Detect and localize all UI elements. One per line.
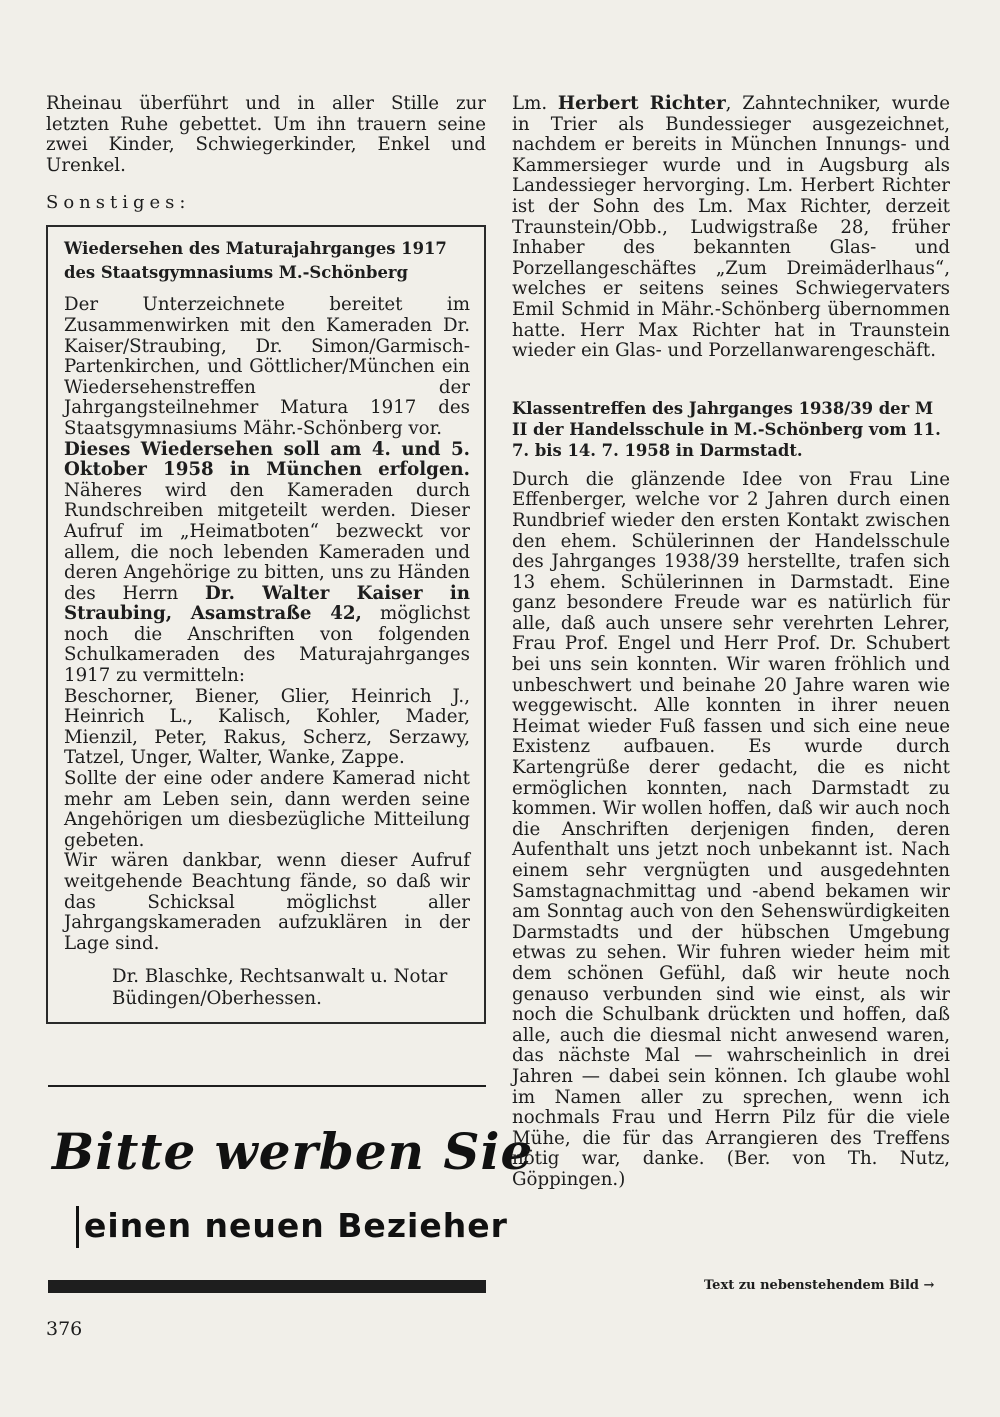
signature-line2: Büdingen/Oberhessen.	[112, 988, 322, 1010]
ad-top-rule	[48, 1085, 486, 1087]
notice-signature	[112, 966, 470, 1010]
notice-title-line2: des Staatsgymnasiums M.-Schönberg	[64, 263, 409, 283]
notice-title-line1: Wiedersehen des Maturajahrganges 1917	[64, 239, 447, 259]
page-number: 376	[46, 1318, 83, 1340]
right-column	[512, 94, 950, 1191]
richter-name-bold: Herbert Richter	[557, 93, 726, 114]
notice-address-bold: Dr. Walter Kaiser in Straubing, Asamstraße 42,	[64, 582, 470, 625]
notice-paragraph-1: Der Unterzeichnete bereitet im Zusammenwirken mit den Kameraden Dr. Kaiser/Straubing, Dr. Simon/Garmisch-Partenkirchen, und Göttlicher/München ein Wiedersehenstreffen der Jahrgangsteilnehmer Matura 1917 des Staatsgymnasiums Mähr.-Schönberg vor.	[64, 294, 470, 439]
notice-paragraph-2-text-b: möglichst noch die Anschriften von folgenden Schulkameraden des Maturajahrganges 1917 zu vermitteln:	[64, 603, 471, 687]
ad-bottom-bar	[48, 1280, 486, 1293]
ad-headline: Bitte werben Sie	[52, 1122, 534, 1181]
class-reunion-paragraph: Durch die glänzende Idee von Frau Line Effenberger, welche vor 2 Jahren durch einen Rundbrief wieder den ersten Kontakt zwischen den ehem. Schülerinnen der Handelsschule des Jahrganges 1938/39 herstellte, trafen sich 13 ehem. Schülerinnen in Darmstadt. Eine ganz besondere Freude war es natürlich für alle, daß auch unsere sehr verehrten Lehrer, Frau Prof. Engel und Herr Prof. Dr. Schubert bei uns sein konnten. Wir waren fröhlich und unbeschwert und beinahe 20 Jahre waren wie weggewischt. Alle konnten in ihrer neuen Heimat wieder Fuß fassen und sich eine neue Existenz aufbauen. Es wurde durch Kartengrüße derer gedacht, die es nicht ermöglichen konnten, nach Darmstadt zu kommen. Wir wollen hoffen, daß wir auch noch die Anschriften derjenigen finden, deren Aufenthalt uns jetzt noch unbekannt ist. Nach einem sehr vergnügten und ausgedehnten Samstagnachmittag und -abend bekamen wir am Sonntag auch von den Sehenswürdigkeiten Darmstadts und der hübschen Umgebung etwas zu sehen. Wir fuhren wieder heim mit dem schönen Gefühl, daß wir heute noch genauso verbunden sind wie einst, als wir noch die Schulbank drückten und hoffen, daß alle, auch die diesmal nicht anwesend waren, das nächste Mal — wahrscheinlich in drei Jahren — dabei sein können. Ich glaube wohl im Namen aller zu sprechen, wenn ich nochmals Frau und Herrn Pilz für die viele Mühe, die für das Arrangieren des Treffens nötig war, danke. (Ber. von Th. Nutz, Göppingen.)	[512, 468, 950, 1190]
notice-names-list: Beschorner, Biener, Glier, Heinrich J., Heinrich L., Kalisch, Kohler, Mader, Mienzil, Peter, Rakus, Scherz, Serzawy, Tatzel, Unger, Walter, Wanke, Zappe.	[64, 685, 470, 769]
class-reunion-heading: Klassentreffen des Jahrganges 1938/39 der M II der Handelsschule in M.-Schönberg vom 11. 7. bis 14. 7. 1958 in Darmstadt.	[512, 398, 941, 460]
richter-text: , Zahntechniker, wurde in Trier als Bundessieger ausgezeichnet, nachdem er bereits in München Innungs- und Kammersieger wurde und in Augsburg als Landessieger hervorging. Lm. Herbert Richter ist der Sohn des Lm. Max Richter, derzeit Traunstein/Obb., Ludwigstraße 28, früher Inhaber des bekannten Glas- und Porzellangeschäftes „Zum Dreimäderlhaus“, welches er seitens seines Schwiegervaters Emil Schmid in Mähr.-Schönberg übernommen hatte. Herr Max Richter hat in Traunstein wieder ein Glas- und Porzellanwarengeschäft.	[512, 93, 950, 362]
richter-prefix: Lm.	[512, 93, 558, 114]
richter-paragraph	[512, 94, 950, 362]
notice-paragraph-2	[64, 440, 470, 687]
signature-line1: Dr. Blaschke, Rechtsanwalt u. Notar	[112, 966, 448, 988]
intro-paragraph: Rheinau überführt und in aller Stille zur letzten Ruhe gebettet. Um ihn trauern seine zwei Kinder, Schwiegerkinder, Enkel und Urenkel.	[46, 93, 486, 176]
notice-paragraph-4: Wir wären dankbar, wenn dieser Aufruf weitgehende Beachtung fände, so daß wir das Schicksal möglichst aller Jahrgangskameraden aufzuklären in der Lage sind.	[64, 850, 470, 954]
left-column	[46, 94, 486, 1024]
caption-text: Text zu nebenstehendem Bild →	[704, 1278, 935, 1293]
ad-subline-text: einen neuen Bezieher	[84, 1206, 508, 1245]
notice-paragraph-3: Sollte der eine oder andere Kamerad nicht mehr am Leben sein, dann werden seine Angehörigen um diesbezügliche Mitteilung gebeten.	[64, 768, 470, 851]
section-heading: Sonstiges:	[46, 192, 191, 214]
notice-paragraph-2-text-a: Näheres wird den Kameraden durch Rundschreiben mitgeteilt werden. Dieser Aufruf im „Heimatboten“ bezweckt vor allem, die noch lebenden Kameraden und deren Angehörige zu bitten, uns zu Händen des Herrn	[64, 479, 470, 604]
notice-box	[46, 225, 486, 1024]
ad-subline	[76, 1206, 508, 1245]
notice-title	[64, 237, 470, 285]
notice-date-bold: Dieses Wiedersehen soll am 4. und 5. Oktober 1958 in München erfolgen.	[64, 438, 470, 481]
